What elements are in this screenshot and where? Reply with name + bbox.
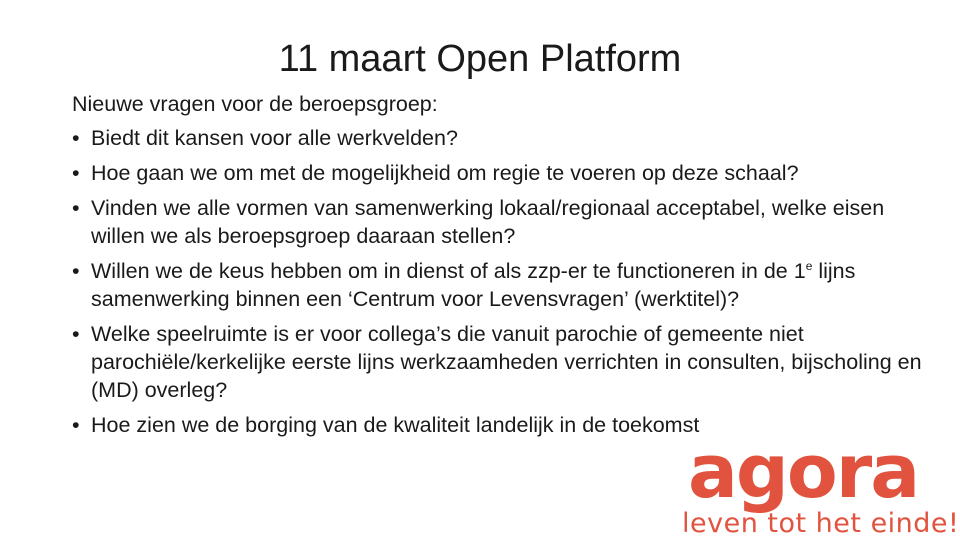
bullet-text: Welke speelruimte is er voor collega’s die vanuit parochie of gemeente niet parochiële/kerkelijke eerste lijns werkzaamheden verrichten in consulten, bijscholing en (MD) overleg?	[91, 322, 922, 402]
bullet-text: Biedt dit kansen voor alle werkvelden?	[91, 126, 458, 150]
bullet-text-part: lijns samenwerking binnen een ‘Centrum voor Levensvragen’ (werktitel)?	[91, 259, 856, 311]
logo-wordmark: agora	[688, 429, 919, 515]
bullet-text: Hoe gaan we om met de mogelijkheid om regie te voeren op deze schaal?	[91, 161, 799, 185]
bullet-list	[72, 124, 932, 439]
bullet-icon: •	[72, 259, 80, 283]
bullet-icon: •	[72, 161, 80, 185]
bullet-item	[72, 320, 932, 404]
bullet-superscript: e	[805, 259, 813, 273]
slide-body	[72, 90, 932, 446]
logo-tagline: leven tot het einde!	[682, 508, 960, 539]
bullet-text-part: Willen we de keus hebben om in dienst of als zzp-er te functioneren in de 1	[91, 259, 806, 283]
bullet-item	[72, 124, 932, 152]
bullet-icon: •	[72, 126, 80, 150]
bullet-item	[72, 194, 932, 250]
bullet-text: Vinden we alle vormen van samenwerking lokaal/regionaal acceptabel, welke eisen willen we als beroepsgroep daaraan stellen?	[91, 196, 885, 248]
bullet-icon: •	[72, 413, 80, 437]
intro-text: Nieuwe vragen voor de beroepsgroep:	[72, 92, 438, 116]
bullet-text: Hoe zien we de borging van de kwaliteit landelijk in de toekomst	[91, 413, 700, 437]
agora-logo	[676, 429, 960, 540]
slide-title: 11 maart Open Platform	[278, 38, 682, 80]
bullet-item	[72, 257, 932, 313]
bullet-icon: •	[72, 322, 80, 346]
bullet-icon: •	[72, 196, 80, 220]
bullet-item	[72, 159, 932, 187]
